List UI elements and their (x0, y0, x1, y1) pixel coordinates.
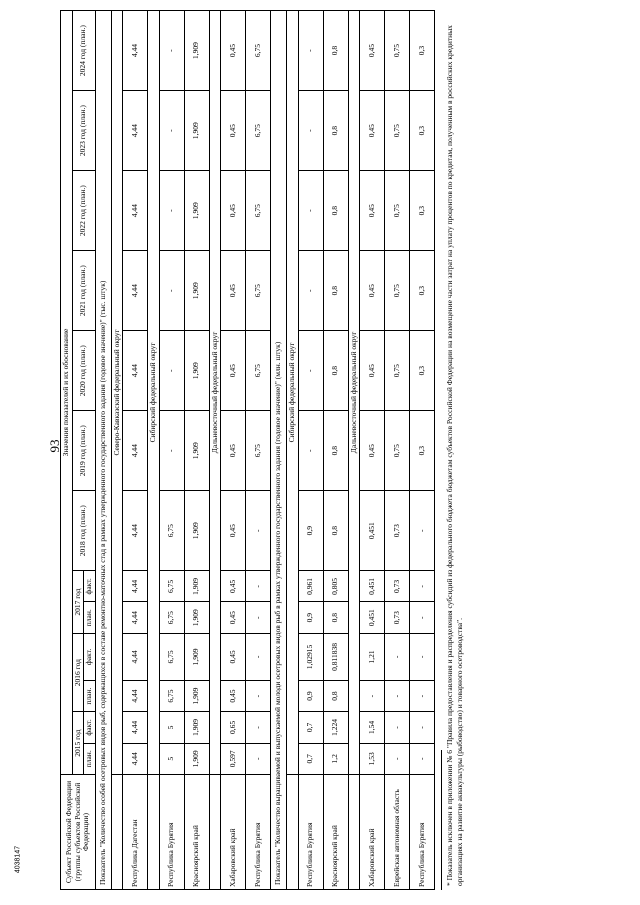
value-cell: 0,597 (221, 743, 246, 774)
value-cell: 6,75 (159, 680, 184, 711)
document-code: 4038147 (14, 845, 22, 874)
district-heading: Дальневосточный федеральный округ (348, 11, 360, 775)
indicator-title: Показатель "Количество выращиваемой и выпускаемой молоди осетровых видов рыб в рамках утвержденного государственного задания (годовое значение)" (млн. штук) (271, 11, 287, 890)
plan-year-header: 2020 год (план.) (72, 331, 95, 411)
value-cell: 0,451 (360, 491, 385, 571)
table-row (221, 11, 246, 890)
value-cell: 1,909 (184, 633, 209, 680)
value-cell: 4,44 (123, 411, 148, 491)
value-cell: 1,909 (184, 571, 209, 602)
value-cell: - (410, 680, 435, 711)
value-cell: 0,45 (221, 331, 246, 411)
value-cell: 0,45 (360, 171, 385, 251)
value-cell: 1,909 (184, 491, 209, 571)
value-cell: 1,909 (184, 602, 209, 633)
value-cell: 0,811838 (323, 633, 348, 680)
plan-year-header: 2019 год (план.) (72, 411, 95, 491)
table-row (385, 11, 410, 890)
value-cell: 0,9 (298, 680, 323, 711)
value-cell: 1,909 (184, 91, 209, 171)
district-heading: Дальневосточный федеральный округ (209, 11, 221, 775)
value-cell: 6,75 (246, 11, 271, 91)
plan-year-header: 2024 год (план.) (72, 11, 95, 91)
plan-year-header: 2023 год (план.) (72, 91, 95, 171)
value-cell: 1,53 (360, 743, 385, 774)
value-cell: 0,45 (360, 331, 385, 411)
value-cell: 0,45 (221, 680, 246, 711)
value-cell: - (246, 680, 271, 711)
value-cell: 0,75 (385, 331, 410, 411)
value-cell: 1,909 (184, 251, 209, 331)
value-cell: 0,8 (323, 171, 348, 251)
value-cell: 6,75 (159, 602, 184, 633)
value-cell: - (298, 171, 323, 251)
value-cell: 1,909 (184, 331, 209, 411)
value-cell: 1,909 (184, 411, 209, 491)
value-cell: 6,75 (246, 91, 271, 171)
value-cell: 0,8 (323, 680, 348, 711)
value-cell: - (410, 571, 435, 602)
value-cell: 0,3 (410, 251, 435, 331)
value-cell: - (410, 633, 435, 680)
value-cell: 4,44 (123, 571, 148, 602)
table-row (246, 11, 271, 890)
value-cell: - (298, 91, 323, 171)
value-cell: 4,44 (123, 91, 148, 171)
value-cell: 0,45 (360, 91, 385, 171)
year-2017-header: 2017 год (72, 571, 84, 634)
value-cell: 4,44 (123, 331, 148, 411)
region-name: Республика Бурятия (246, 775, 271, 890)
value-cell: - (360, 680, 385, 711)
value-cell: 4,44 (123, 251, 148, 331)
value-cell: 0,961 (298, 571, 323, 602)
region-name: Хабаровский край (360, 775, 385, 890)
table-row (360, 11, 385, 890)
region-name: Республика Бурятия (410, 775, 435, 890)
value-cell: - (159, 171, 184, 251)
value-cell: 1,909 (184, 712, 209, 743)
value-cell: 0,7 (298, 743, 323, 774)
plan-year-header: 2018 год (план.) (72, 491, 95, 571)
rotated-table-page (60, 10, 640, 890)
value-cell: 0,75 (385, 91, 410, 171)
value-cell: 0,8 (323, 491, 348, 571)
indicators-table (60, 10, 435, 890)
value-cell: 6,75 (246, 331, 271, 411)
value-cell: - (159, 91, 184, 171)
value-cell: 1,21 (360, 633, 385, 680)
value-cell: 6,75 (246, 251, 271, 331)
value-cell: - (246, 602, 271, 633)
plan-header: план. (84, 743, 96, 774)
value-cell: 0,75 (385, 251, 410, 331)
value-cell: 0,45 (221, 171, 246, 251)
value-cell: 0,9 (298, 491, 323, 571)
value-cell: 0,75 (385, 171, 410, 251)
value-cell: 4,44 (123, 11, 148, 91)
value-cell: 1,2 (323, 743, 348, 774)
value-cell: 6,75 (159, 571, 184, 602)
value-cell: 4,44 (123, 680, 148, 711)
value-cell: 1,909 (184, 171, 209, 251)
district-heading: Сибирский федеральный округ (148, 11, 160, 775)
value-cell: - (159, 331, 184, 411)
value-cell: - (246, 571, 271, 602)
value-cell: 0,45 (360, 11, 385, 91)
value-cell: 1,224 (323, 712, 348, 743)
value-cell: 0,75 (385, 411, 410, 491)
value-cell: - (246, 743, 271, 774)
value-cell: 0,45 (221, 491, 246, 571)
value-cell: 6,75 (159, 491, 184, 571)
value-cell: 4,44 (123, 491, 148, 571)
page-number: 93 (47, 439, 62, 453)
value-cell: - (298, 11, 323, 91)
region-name: Республика Бурятия (159, 775, 184, 890)
plan-header: план. (84, 602, 96, 633)
region-name: Красноярский край (323, 775, 348, 890)
value-cell: 0,3 (410, 11, 435, 91)
value-cell: 1,909 (184, 680, 209, 711)
region-name: Республика Дагестан (123, 775, 148, 890)
footnote: * Показатель исключен в приложении № 6 "Правила предоставления и распределения субсидий из федерального бюджета бюджетам субъектов Российской Федерации на возмещение части затрат на уплату процентов по кредитам, полученным в российских кредитных организациях на развитие аквакультуры (рыбоводство) и товарного осетроводства". (445, 25, 464, 886)
plan-year-header: 2022 год (план.) (72, 171, 95, 251)
value-cell: 0,8 (323, 11, 348, 91)
value-cell: 1,909 (184, 743, 209, 774)
value-cell: 6,75 (246, 411, 271, 491)
values-title-header: Значения показателей и их обоснование (61, 11, 73, 775)
fact-header: факт. (84, 571, 96, 602)
value-cell: 4,44 (123, 712, 148, 743)
value-cell: - (385, 680, 410, 711)
value-cell: - (298, 251, 323, 331)
value-cell: 1,02915 (298, 633, 323, 680)
value-cell: 0,451 (360, 571, 385, 602)
value-cell: - (410, 743, 435, 774)
value-cell: 0,8 (323, 331, 348, 411)
value-cell: 0,45 (221, 91, 246, 171)
value-cell: - (159, 11, 184, 91)
value-cell: - (385, 633, 410, 680)
subject-header: Субъект Российской Федерации (группы субъектов Российской Федерации) (61, 775, 96, 890)
value-cell: 0,73 (385, 491, 410, 571)
value-cell: 0,73 (385, 602, 410, 633)
value-cell: - (410, 491, 435, 571)
value-cell: 0,45 (221, 11, 246, 91)
value-cell: 0,7 (298, 712, 323, 743)
value-cell: 1,54 (360, 712, 385, 743)
plan-header: план. (84, 680, 96, 711)
plan-year-header: 2021 год (план.) (72, 251, 95, 331)
table-row (184, 11, 209, 890)
value-cell: 0,75 (385, 11, 410, 91)
fact-header: факт. (84, 712, 96, 743)
value-cell: 0,3 (410, 91, 435, 171)
value-cell: - (246, 633, 271, 680)
value-cell: 0,8 (323, 411, 348, 491)
footnote-divider (441, 750, 442, 890)
year-2015-header: 2015 год (72, 712, 84, 775)
value-cell: 0,45 (360, 411, 385, 491)
value-cell: 0,45 (221, 251, 246, 331)
region-name: Красноярский край (184, 775, 209, 890)
value-cell: 6,75 (159, 633, 184, 680)
value-cell: 5 (159, 743, 184, 774)
table-row (159, 11, 184, 890)
value-cell: - (385, 712, 410, 743)
table-row (323, 11, 348, 890)
value-cell: 4,44 (123, 633, 148, 680)
value-cell: 6,75 (246, 171, 271, 251)
district-heading: Северо-Кавказский федеральный округ (111, 11, 123, 775)
year-2016-header: 2016 год (72, 633, 84, 711)
value-cell: - (159, 411, 184, 491)
value-cell: - (385, 743, 410, 774)
indicator-title: Показатель "Количество особей осетровых видов рыб, содержащихся в составе ремонтно-маточных стад в рамках утвержденного государственного задания (годовое значение)" (тыс. штук) (95, 11, 111, 890)
value-cell: 0,73 (385, 571, 410, 602)
value-cell: 4,44 (123, 171, 148, 251)
value-cell: - (410, 712, 435, 743)
value-cell: - (410, 602, 435, 633)
value-cell: 0,45 (360, 251, 385, 331)
value-cell: 0,45 (221, 602, 246, 633)
value-cell: 4,44 (123, 602, 148, 633)
value-cell: 4,44 (123, 743, 148, 774)
value-cell: 0,45 (221, 571, 246, 602)
value-cell: 0,9 (298, 602, 323, 633)
region-name: Хабаровский край (221, 775, 246, 890)
value-cell: 0,3 (410, 171, 435, 251)
value-cell: - (159, 251, 184, 331)
value-cell: 0,805 (323, 571, 348, 602)
value-cell: 0,45 (221, 633, 246, 680)
value-cell: 0,8 (323, 91, 348, 171)
table-row (410, 11, 435, 890)
value-cell: - (246, 712, 271, 743)
value-cell: 0,451 (360, 602, 385, 633)
value-cell: 5 (159, 712, 184, 743)
value-cell: 0,8 (323, 251, 348, 331)
table-row (298, 11, 323, 890)
region-name: Еврейская автономная область (385, 775, 410, 890)
region-name: Республика Бурятия (298, 775, 323, 890)
district-heading: Сибирский федеральный округ (287, 11, 299, 775)
table-row (123, 11, 148, 890)
value-cell: - (298, 331, 323, 411)
value-cell: - (246, 491, 271, 571)
value-cell: 0,8 (323, 602, 348, 633)
value-cell: 0,65 (221, 712, 246, 743)
value-cell: 1,909 (184, 11, 209, 91)
value-cell: 0,45 (221, 411, 246, 491)
value-cell: 0,3 (410, 411, 435, 491)
value-cell: - (298, 411, 323, 491)
fact-header: факт. (84, 633, 96, 680)
value-cell: 0,3 (410, 331, 435, 411)
